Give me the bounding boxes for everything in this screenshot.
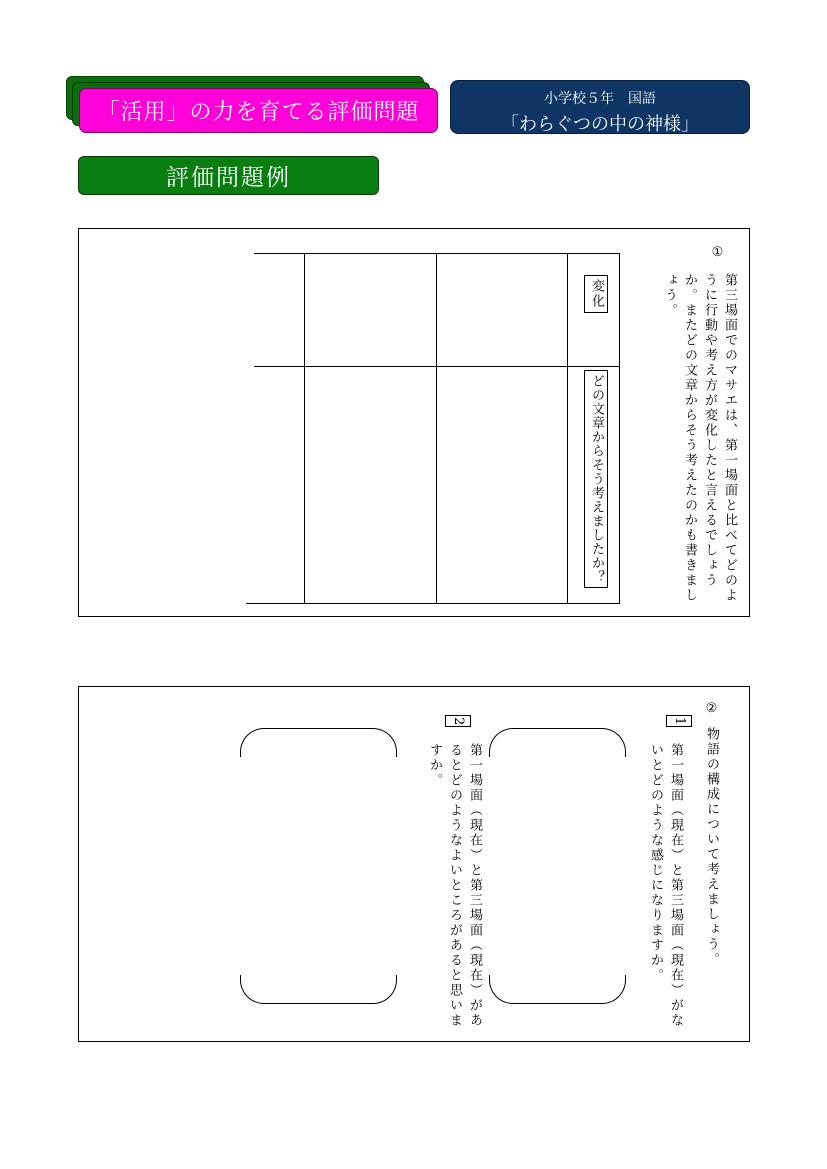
- question2-text: 物語の構成について考えましょう。: [704, 727, 719, 967]
- table-mid-line: [254, 366, 620, 367]
- sub2-number: 2: [445, 715, 471, 727]
- label-change: 変化: [584, 275, 608, 313]
- unit-badge: [450, 80, 750, 134]
- answer2-bracket-top: [240, 728, 397, 757]
- grade-subject: 小学校５年 国語: [544, 91, 656, 107]
- question1-number: ①: [710, 245, 725, 262]
- section-title-badge: [78, 156, 379, 195]
- table-col-line-1: [304, 253, 305, 604]
- question1-text: 第三場面でのマサエは、第一場面と比べてどのように行動や考え方が変化したと言えるでしょうか。またどの文章からそう考えたのかも書きましょう。: [662, 273, 737, 603]
- answer1-bracket-top: [489, 728, 626, 757]
- question1-panel: [78, 228, 750, 617]
- question2-panel: [78, 686, 750, 1042]
- section-title: 評価問題例: [166, 165, 291, 191]
- question2-number: ②: [704, 701, 719, 718]
- sub1-text: 第一場面（現在）と第三場面（現在）がないとどのような感じになりますか。: [648, 743, 683, 1028]
- katsuyo-title: 「活用」の力を育てる評価問題: [97, 100, 420, 125]
- table-bottom-line: [246, 603, 620, 604]
- table-right-line: [619, 253, 620, 604]
- answer1-bracket-bottom: [489, 975, 626, 1004]
- table-col-line-3: [567, 253, 568, 604]
- unit-title: 「わらぐつの中の神様」: [501, 114, 699, 135]
- answer2-bracket-bottom: [240, 975, 397, 1004]
- table-top-line: [254, 253, 620, 254]
- sub1-number: 1: [666, 715, 692, 727]
- katsuyo-title-badge: [79, 88, 438, 133]
- label-evidence: どの文章からそう考えましたか？: [584, 370, 608, 588]
- sub2-text: 第一場面（現在）と第三場面（現在）があるとどのようなよいところがあると思いますか。: [427, 743, 482, 1028]
- table-col-line-2: [436, 253, 437, 604]
